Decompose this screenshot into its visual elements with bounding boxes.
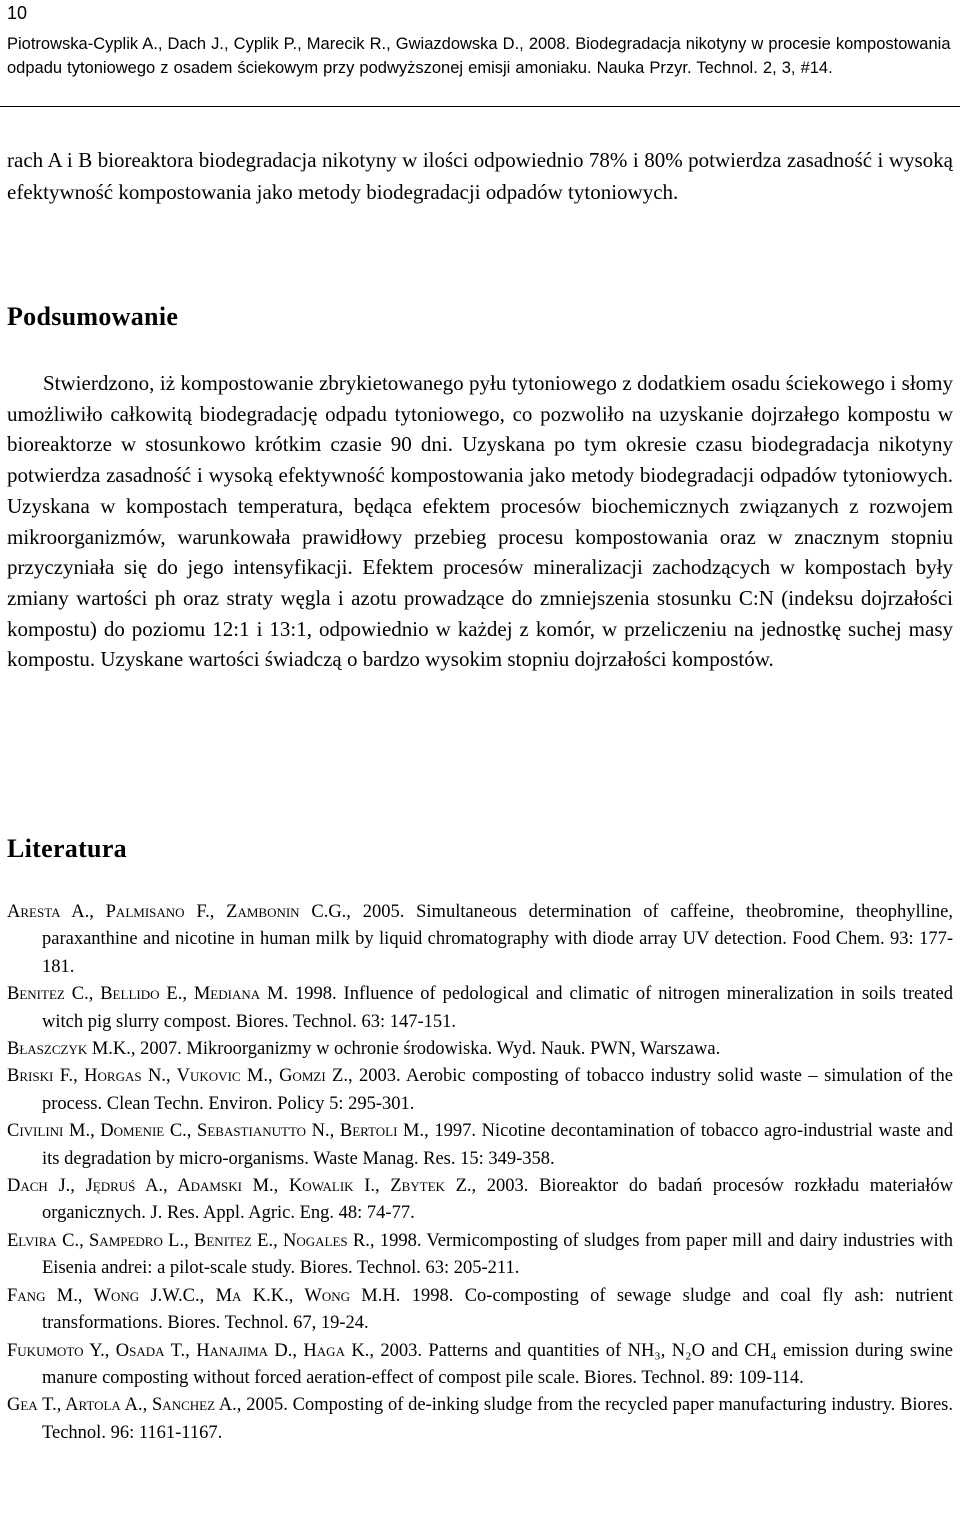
reference-authors: Briski F., Horgas N., Vukovic M., Gomzi Z., 2003.: [7, 1066, 401, 1087]
reference-text: Co-composting of sewage sludge and coal fly ash: nutrient transformations. Biores. Technol. 67, 19-24.: [42, 1285, 954, 1334]
reference-authors: Civilini M., Domenie C., Sebastianutto N., Bertoli M., 1997.: [7, 1121, 476, 1142]
summary-paragraph: Stwierdzono, iż kompostowanie zbrykietowanego pyłu tytoniowego z dodatkiem osadu ściekowego i słomy umożliwiło całkowitą biodegradację odpadu tytoniowego, co pozwoliło na uzyskanie dojrzałego kompostu w bioreaktorze w stosunkowo krótkim czasie 90 dni. Uzyskana po tym okresie czasu biodegradacja nikotyny potwierdza zasadność i wysoką efektywność kompostowania jako metody biodegradacji odpadów tytoniowych. Uzyskana w kompostach temperatura, będąca efektem procesów biochemicznych związanych z rozwojem mikroorganizmów, warunkowała prawidłowy przebieg procesu kompostowania oraz w znacznym stopniu przyczyniała się do jego intensyfikacji. Efektem procesów mineralizacji zachodzących w kompostach były zmiany wartości ph oraz straty węgla i azotu prowadzące do zmniejszenia stosunku C:N (indeksu dojrzałości kompostu) do poziomu 12:1 i 13:1, odpowiednio w każdej z komór, w przeliczeniu na jednostkę suchej masy kompostu. Uzyskane wartości świadczą o bardzo wysokim stopniu dojrzałości kompostów.: [7, 371, 953, 672]
reference-text: Vermicomposting of sludges from paper mill and dairy industries with Eisenia andrei: a pilot-scale study. Biores. Technol. 63: 205-211.: [42, 1230, 953, 1279]
reference-text: Composting of de-inking sludge from the recycled paper manufacturing industry. Biores. Technol. 96: 1161-1167.: [42, 1395, 953, 1443]
reference-text: Aerobic composting of tobacco industry solid waste – simulation of the process. Clean Techn. Environ. Policy 5: 295-301.: [42, 1066, 953, 1114]
reference-authors: Aresta A., Palmisano F., Zambonin C.G., 2005.: [7, 902, 405, 922]
reference-authors: Fukumoto Y., Osada T., Hanajima D., Haga K., 2003.: [7, 1340, 422, 1361]
reference-item: [7, 899, 953, 981]
reference-item: [7, 1392, 953, 1447]
literature-heading: Literatura: [7, 834, 127, 863]
reference-authors: Benitez C., Bellido E., Mediana M. 1998.: [7, 984, 337, 1005]
page-number: 10: [7, 3, 28, 23]
running-header: [7, 0, 953, 80]
header-divider: [0, 106, 960, 107]
reference-item: [7, 1118, 953, 1173]
reference-item: [7, 1173, 953, 1228]
reference-authors: Dach J., Jędruś A., Adamski M., Kowalik I., Zbytek Z., 2003.: [7, 1176, 529, 1197]
reference-text: Simultaneous determination of caffeine, theobromine, theophylline, paraxanthine and nicotine in human milk by liquid chromatography with diode array UV detection. Food Chem. 93: 177-181.: [42, 902, 953, 977]
reference-authors: Fang M., Wong J.W.C., Ma K.K., Wong M.H. 1998.: [7, 1285, 454, 1306]
header-citation: Piotrowska-Cyplik A., Dach J., Cyplik P., Marecik R., Gwiazdowska D., 2008. Biodegradacja nikotyny w procesie kompostowania odpadu tytoniowego z osadem ściekowym przy podwyższonej emisji amoniaku. Nauka Przyr. Technol. 2, 3, #14.: [7, 35, 951, 77]
reference-authors: Błaszczyk M.K., 2007.: [7, 1039, 182, 1060]
reference-authors: Gea T., Artola A., Sanchez A., 2005.: [7, 1395, 288, 1416]
reference-authors: Elvira C., Sampedro L., Benitez E., Nogales R., 1998.: [7, 1230, 422, 1251]
reference-item: [7, 1036, 953, 1063]
reference-text: Influence of pedological and climatic of nitrogen mineralization in soils treated witch pig slurry compost. Biores. Technol. 63: 147-151.: [42, 984, 954, 1032]
reference-text: Nicotine decontamination of tobacco agro-industrial waste and its degradation by micro-organisms. Waste Manag. Res. 15: 349-358.: [42, 1121, 953, 1169]
reference-item: [7, 1338, 953, 1393]
reference-list: [7, 899, 953, 1447]
continuation-paragraph: rach A i B bioreaktora biodegradacja nikotyny w ilości odpowiednio 78% i 80% potwierdza zasadność i wysoką efektywność kompostowania jako metody biodegradacji odpadów tytoniowych.: [7, 148, 953, 204]
summary-heading: Podsumowanie: [7, 302, 179, 331]
reference-item: [7, 1283, 953, 1338]
reference-text: Patterns and quantities of NH₃, N₂O and CH₄ emission during swine manure composting without forced aeration-effect of compost pile scale. Biores. Technol. 89: 109-114.: [42, 1340, 953, 1388]
reference-item: [7, 981, 953, 1036]
reference-item: [7, 1228, 953, 1283]
reference-item: [7, 1063, 953, 1118]
reference-text: Bioreaktor do badań procesów rozkładu materiałów organicznych. J. Res. Appl. Agric. Eng. 48: 74-77.: [42, 1176, 954, 1224]
reference-text: Mikroorganizmy w ochronie środowiska. Wyd. Nauk. PWN, Warszawa.: [186, 1039, 721, 1060]
